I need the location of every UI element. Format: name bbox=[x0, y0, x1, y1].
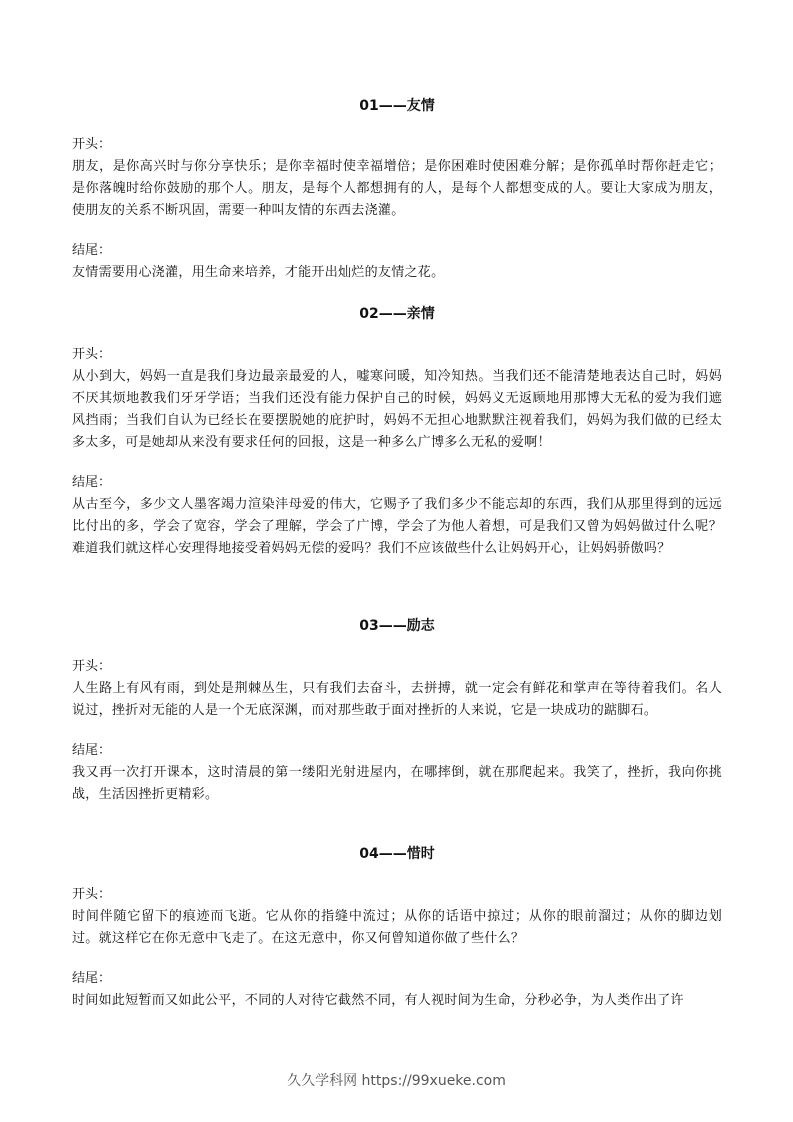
section-title: 04——惜时 bbox=[359, 846, 435, 862]
section-title: 03——励志 bbox=[359, 618, 435, 634]
ending-text: 从古至今，多少文人墨客竭力渲染沣母爱的伟大，它赐予了我们多少不能忘却的东西，我们从那里得到的远远比付出的多，学会了宽容，学会了理解，学会了广博，学会了为他人着想，可是我们又曾为妈妈做过什么呢？难道我们就这样心安理得地接受着妈妈无偿的爱吗？我们不应该做些什么让妈妈开心，让妈妈骄傲吗？ bbox=[72, 497, 722, 556]
opening-text: 时间伴随它留下的痕迹而飞逝。它从你的指缝中流过；从你的话语中掠过；从你的眼前溜过；从你的脚边划过。就这样它在你无意中飞走了。在这无意中，你又何曾知道你做了些什么？ bbox=[72, 909, 722, 946]
opening-text: 人生路上有风有雨，到处是荆棘丛生，只有我们去奋斗，去拼搏，就一定会有鲜花和掌声在等待着我们。名人说过，挫折对无能的人是一个无底深渊，而对那些敢于面对挫折的人来说，它是一块成功的踮脚石。 bbox=[72, 681, 722, 718]
ending-label: 结尾： bbox=[72, 743, 112, 758]
section-cherish-time bbox=[72, 844, 722, 1012]
opening-label: 开头： bbox=[72, 887, 112, 902]
section-title: 01——友情 bbox=[359, 98, 435, 114]
footer-watermark: 久久学科网 https://99xueke.com bbox=[287, 1073, 506, 1089]
section-title: 02——亲情 bbox=[359, 306, 435, 322]
ending-label: 结尾： bbox=[72, 971, 112, 986]
ending-text: 时间如此短暂而又如此公平，不同的人对待它截然不同，有人视时间为生命，分秒必争，为人类作出了许 bbox=[72, 993, 684, 1008]
section-friendship bbox=[72, 96, 722, 284]
section-family bbox=[72, 304, 722, 560]
ending-text: 友情需要用心浇灌，用生命来培养，才能开出灿烂的友情之花。 bbox=[72, 265, 445, 280]
ending-label: 结尾： bbox=[72, 243, 112, 258]
section-inspiration bbox=[72, 616, 722, 806]
ending-text: 我又再一次打开课本，这时清晨的第一缕阳光射进屋内，在哪摔倒，就在那爬起来。我笑了，挫折，我向你挑战，生活因挫折更精彩。 bbox=[72, 765, 722, 802]
opening-text: 朋友，是你高兴时与你分享快乐；是你幸福时使幸福增倍；是你困难时使困难分解；是你孤单时帮你赶走它；是你落魄时给你鼓励的那个人。朋友，是每个人都想拥有的人，是每个人都想变成的人。要让大家成为朋友，使朋友的关系不断巩固，需要一种叫友情的东西去浇灌。 bbox=[72, 159, 722, 218]
opening-label: 开头： bbox=[72, 137, 112, 152]
opening-label: 开头： bbox=[72, 659, 112, 674]
ending-label: 结尾： bbox=[72, 475, 112, 490]
opening-label: 开头： bbox=[72, 347, 112, 362]
opening-text: 从小到大，妈妈一直是我们身边最亲最爱的人，嘘寒问暖，知冷知热。当我们还不能清楚地表达自己时，妈妈不厌其烦地教我们牙牙学语；当我们还没有能力保护自己的时候，妈妈义无返顾地用那博大无私的爱为我们遮风挡雨；当我们自认为已经长在要摆脱她的庇护时，妈妈不无担心地默默注视着我们，妈妈为我们做的已经太多太多，可是她却从来没有要求任何的回报，这是一种多么广博多么无私的爱啊！ bbox=[72, 369, 722, 450]
